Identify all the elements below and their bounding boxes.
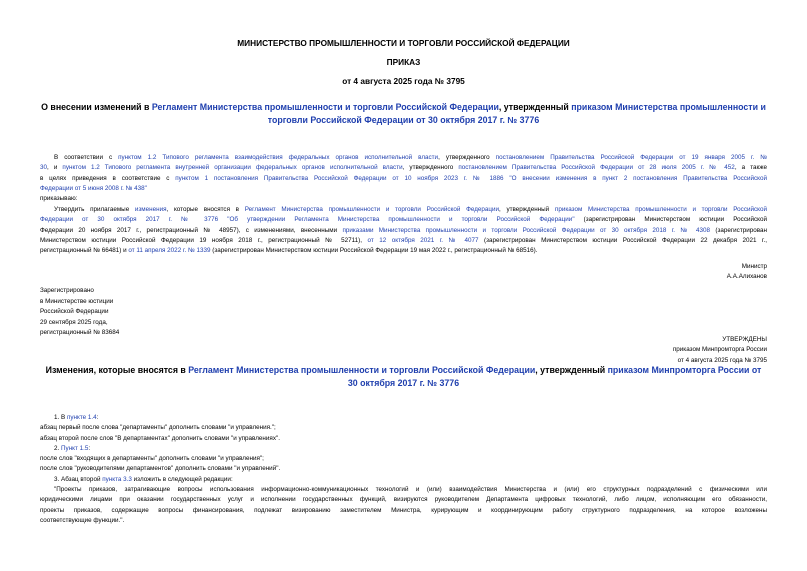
quote-line-4: соответствующие функции.". (40, 516, 125, 524)
item-1-line-3: абзац второй после слов "В департаментах" дополнить словами "и управлениях". (40, 434, 280, 442)
doc-date-number: от 4 августа 2025 года № 3795 (342, 76, 465, 86)
approved-label: УТВЕРЖДЕНЫ (722, 336, 767, 343)
approve-line-4: Министерством юстиции Российской Федерации 19 ноября 2018 г., регистрационный № 52711), от 12 октября 2021 г. № 4077 (зарегистрирован Министерством юстиции Российской Федерации 22 декабря 2021 г., (40, 236, 767, 244)
order-4308-link[interactable]: приказами Министерства промышленности и торговли Российской Федерации от 30 октября 2018 г. № 4308 (342, 226, 711, 234)
order-1339-link[interactable]: от 11 апреля 2022 г. № 1339 (128, 247, 211, 255)
registration-line-1: Зарегистрировано (40, 287, 94, 294)
order-3776-link-part-2[interactable]: торговли Российской Федерации от 30 октября 2017 г. № 3776 (267, 115, 540, 125)
registration-number: регистрационный № 83684 (40, 329, 120, 336)
point-1-5-link[interactable]: Пункт 1.5 (61, 444, 89, 452)
changes-title-line-2 (0, 377, 807, 390)
title-text-2: , утвержденный (498, 102, 572, 112)
registration-block (40, 286, 240, 339)
registration-line-2: в Министерстве юстиции (40, 297, 114, 305)
doc-type-heading: ПРИКАЗ (386, 57, 421, 67)
item-1: 1. В пункте 1.4: (54, 414, 99, 421)
changes-link[interactable]: изменения (134, 206, 167, 213)
changes-title (0, 364, 807, 390)
order-word: приказываю: (40, 195, 78, 203)
item-3: 3. Абзац второй пункта 3.3 изложить в следующей редакции: (54, 475, 233, 483)
item-1-line-2: абзац первый после слова "департаменты" дополнить словами "и управления."; (40, 424, 276, 432)
approve-paragraph (40, 205, 767, 256)
order-title (0, 101, 807, 127)
ministry-heading: МИНИСТЕРСТВО ПРОМЫШЛЕННОСТИ И ТОРГОВЛИ РОССИЙСКОЙ ФЕДЕРАЦИИ (237, 38, 570, 48)
point-1-4-link[interactable]: пункте 1.4 (66, 414, 97, 421)
preamble-line-4 (40, 184, 767, 194)
changes-list (40, 413, 767, 526)
quote-line-1: "Проекты приказов, затрагивающие вопросы использования информационно-коммуникационных технологий и (или) взаимодействия Министерства и (или) его структурных подразделений с физическими или (54, 486, 767, 494)
preamble-line-1: В соответствии с пунктом 1.2 Типового регламента взаимодействия федеральных органов исполнительной власти, утвержденного постановлением Правительства Российской Федерации от 19 января 2005 г. № (54, 154, 767, 161)
resolution-438-link[interactable]: Федерации от 5 июня 2008 г. № 438" (40, 184, 147, 192)
order-title-line-1 (0, 101, 807, 114)
changes-title-text-2: , утвержденный (535, 365, 608, 375)
changes-title-text-1: Изменения, которые вносятся в (45, 365, 189, 375)
approved-date-number: от 4 августа 2025 года № 3795 (677, 356, 767, 364)
typical-reglament-link[interactable]: пунктом 1.2 Типового регламента взаимодействия федеральных органов исполнительной власти (118, 154, 439, 161)
minister-position: Министр (741, 263, 767, 270)
order-3776-link-part-1[interactable]: приказом Министерства промышленности и (571, 102, 766, 112)
quote-line-2: юридическими лицами при оказании государственных услуг и исполнении государственных функций, визируются руководителем Департамента цифровых технологий, либо лицом, исполняющим его обязанности, (40, 496, 767, 504)
reglament-link[interactable]: Регламент Министерства промышленности и торговли Российской Федерации (151, 102, 499, 112)
order-4077-link[interactable]: от 12 октября 2021 г. № 4077 (367, 236, 479, 244)
resolution-30-link-end[interactable]: 30 (40, 164, 48, 172)
order-3776-link-2[interactable]: приказом Министерства промышленности и торговли Российской (554, 206, 767, 213)
approve-line-3: Федерации 20 ноября 2017 г., регистрационный № 48957), с изменениями, внесенными приказами Министерства промышленности и торговли Российской Федерации от 30 октября 2018 г. № 4308 (зарегистрирован (40, 226, 767, 234)
order-title-line-2 (0, 114, 807, 127)
resolution-1886-link[interactable]: пунктом 1 постановления Правительства Российской Федерации от 10 ноября 2023 г. № 1886 "О внесении изменения в пункт 2 постановления Правительства Российской (175, 174, 767, 182)
order-3776-full-link[interactable]: Федерации от 30 октября 2017 г. № 3776 "Об утверждении Регламента Министерства промышленности и торговли Российской Федерации" (40, 216, 575, 224)
registration-line-3: Российской Федерации (40, 308, 109, 315)
preamble-paragraph (40, 153, 767, 204)
item-2-line-2: после слов "входящих в департаменты" дополнить словами "и управления"; (40, 455, 264, 463)
item-2-line-3: после слов "руководителями департаментов" дополнить словами "и управлений". (40, 465, 281, 473)
resolution-452-link[interactable]: постановлением Правительства Российской Федерации от 28 июля 2005 г. № 452 (458, 164, 735, 172)
title-text-1: О внесении изменений в (41, 102, 152, 112)
resolution-30-link[interactable]: постановлением Правительства Российской Федерации от 19 января 2005 г. № (495, 154, 767, 161)
approved-by-order: приказом Минпромторга России (672, 346, 767, 354)
signature-block (567, 262, 767, 283)
quote-line-3: проекты приказов, содержащие вопросы финансирования, подлежат визированию заместителем Министра, курирующим и координирующим работу структурного подразделения, на которое возложены (40, 506, 767, 514)
internal-org-reglament-link[interactable]: пунктом 1.2 Типового регламента внутренней организации федеральных органов исполнительной власти (62, 164, 403, 172)
reglament-link-3[interactable]: Регламент Министерства промышленности и торговли Российской Федерации (188, 365, 536, 375)
minpromtorg-order-link-part-2[interactable]: 30 октября 2017 г. № 3776 (347, 378, 460, 388)
minister-name: А.А.Алиханов (726, 273, 767, 281)
preamble-line-3: в целях приведения в соответствие с пунктом 1 постановления Правительства Российской Федерации от 10 ноября 2023 г. № 1886 "О внесении изменения в пункт 2 постановления Правительства Российской (40, 174, 767, 182)
approve-line-5: регистрационный № 66481) и от 11 апреля 2022 г. № 1339 (зарегистрирован Министерством юстиции Российской Федерации 19 мая 2022 г., регистрационный № 68516). (40, 247, 538, 255)
registration-line-4: 29 сентября 2025 года, (40, 318, 108, 326)
approved-block (517, 335, 767, 366)
changes-title-line-1 (0, 364, 807, 377)
approve-line-1: Утвердить прилагаемые изменения, которые вносятся в Регламент Министерства промышленности и торговли Российской Федерации, утвержденный приказом Министерства промышленности и торговли Российской (54, 206, 767, 213)
item-2: 2. Пункт 1.5: (54, 444, 91, 452)
reglament-link-2[interactable]: Регламент Министерства промышленности и торговли Российской Федерации (244, 206, 500, 213)
minpromtorg-order-link-part-1[interactable]: приказом Минпромторга России от (607, 365, 762, 375)
point-3-3-link[interactable]: пункта 3.3 (102, 475, 132, 483)
approve-line-2: Федерации от 30 октября 2017 г. № 3776 "Об утверждении Регламента Министерства промышленности и торговли Российской Федерации" (зарегистрирован Министерством юстиции Российской (40, 216, 767, 224)
preamble-line-2: 30, и пунктом 1.2 Типового регламента внутренней организации федеральных органов исполнительной власти, утвержденного постановлением Правительства Российской Федерации от 28 июля 2005 г. № 452, а также (40, 164, 767, 172)
